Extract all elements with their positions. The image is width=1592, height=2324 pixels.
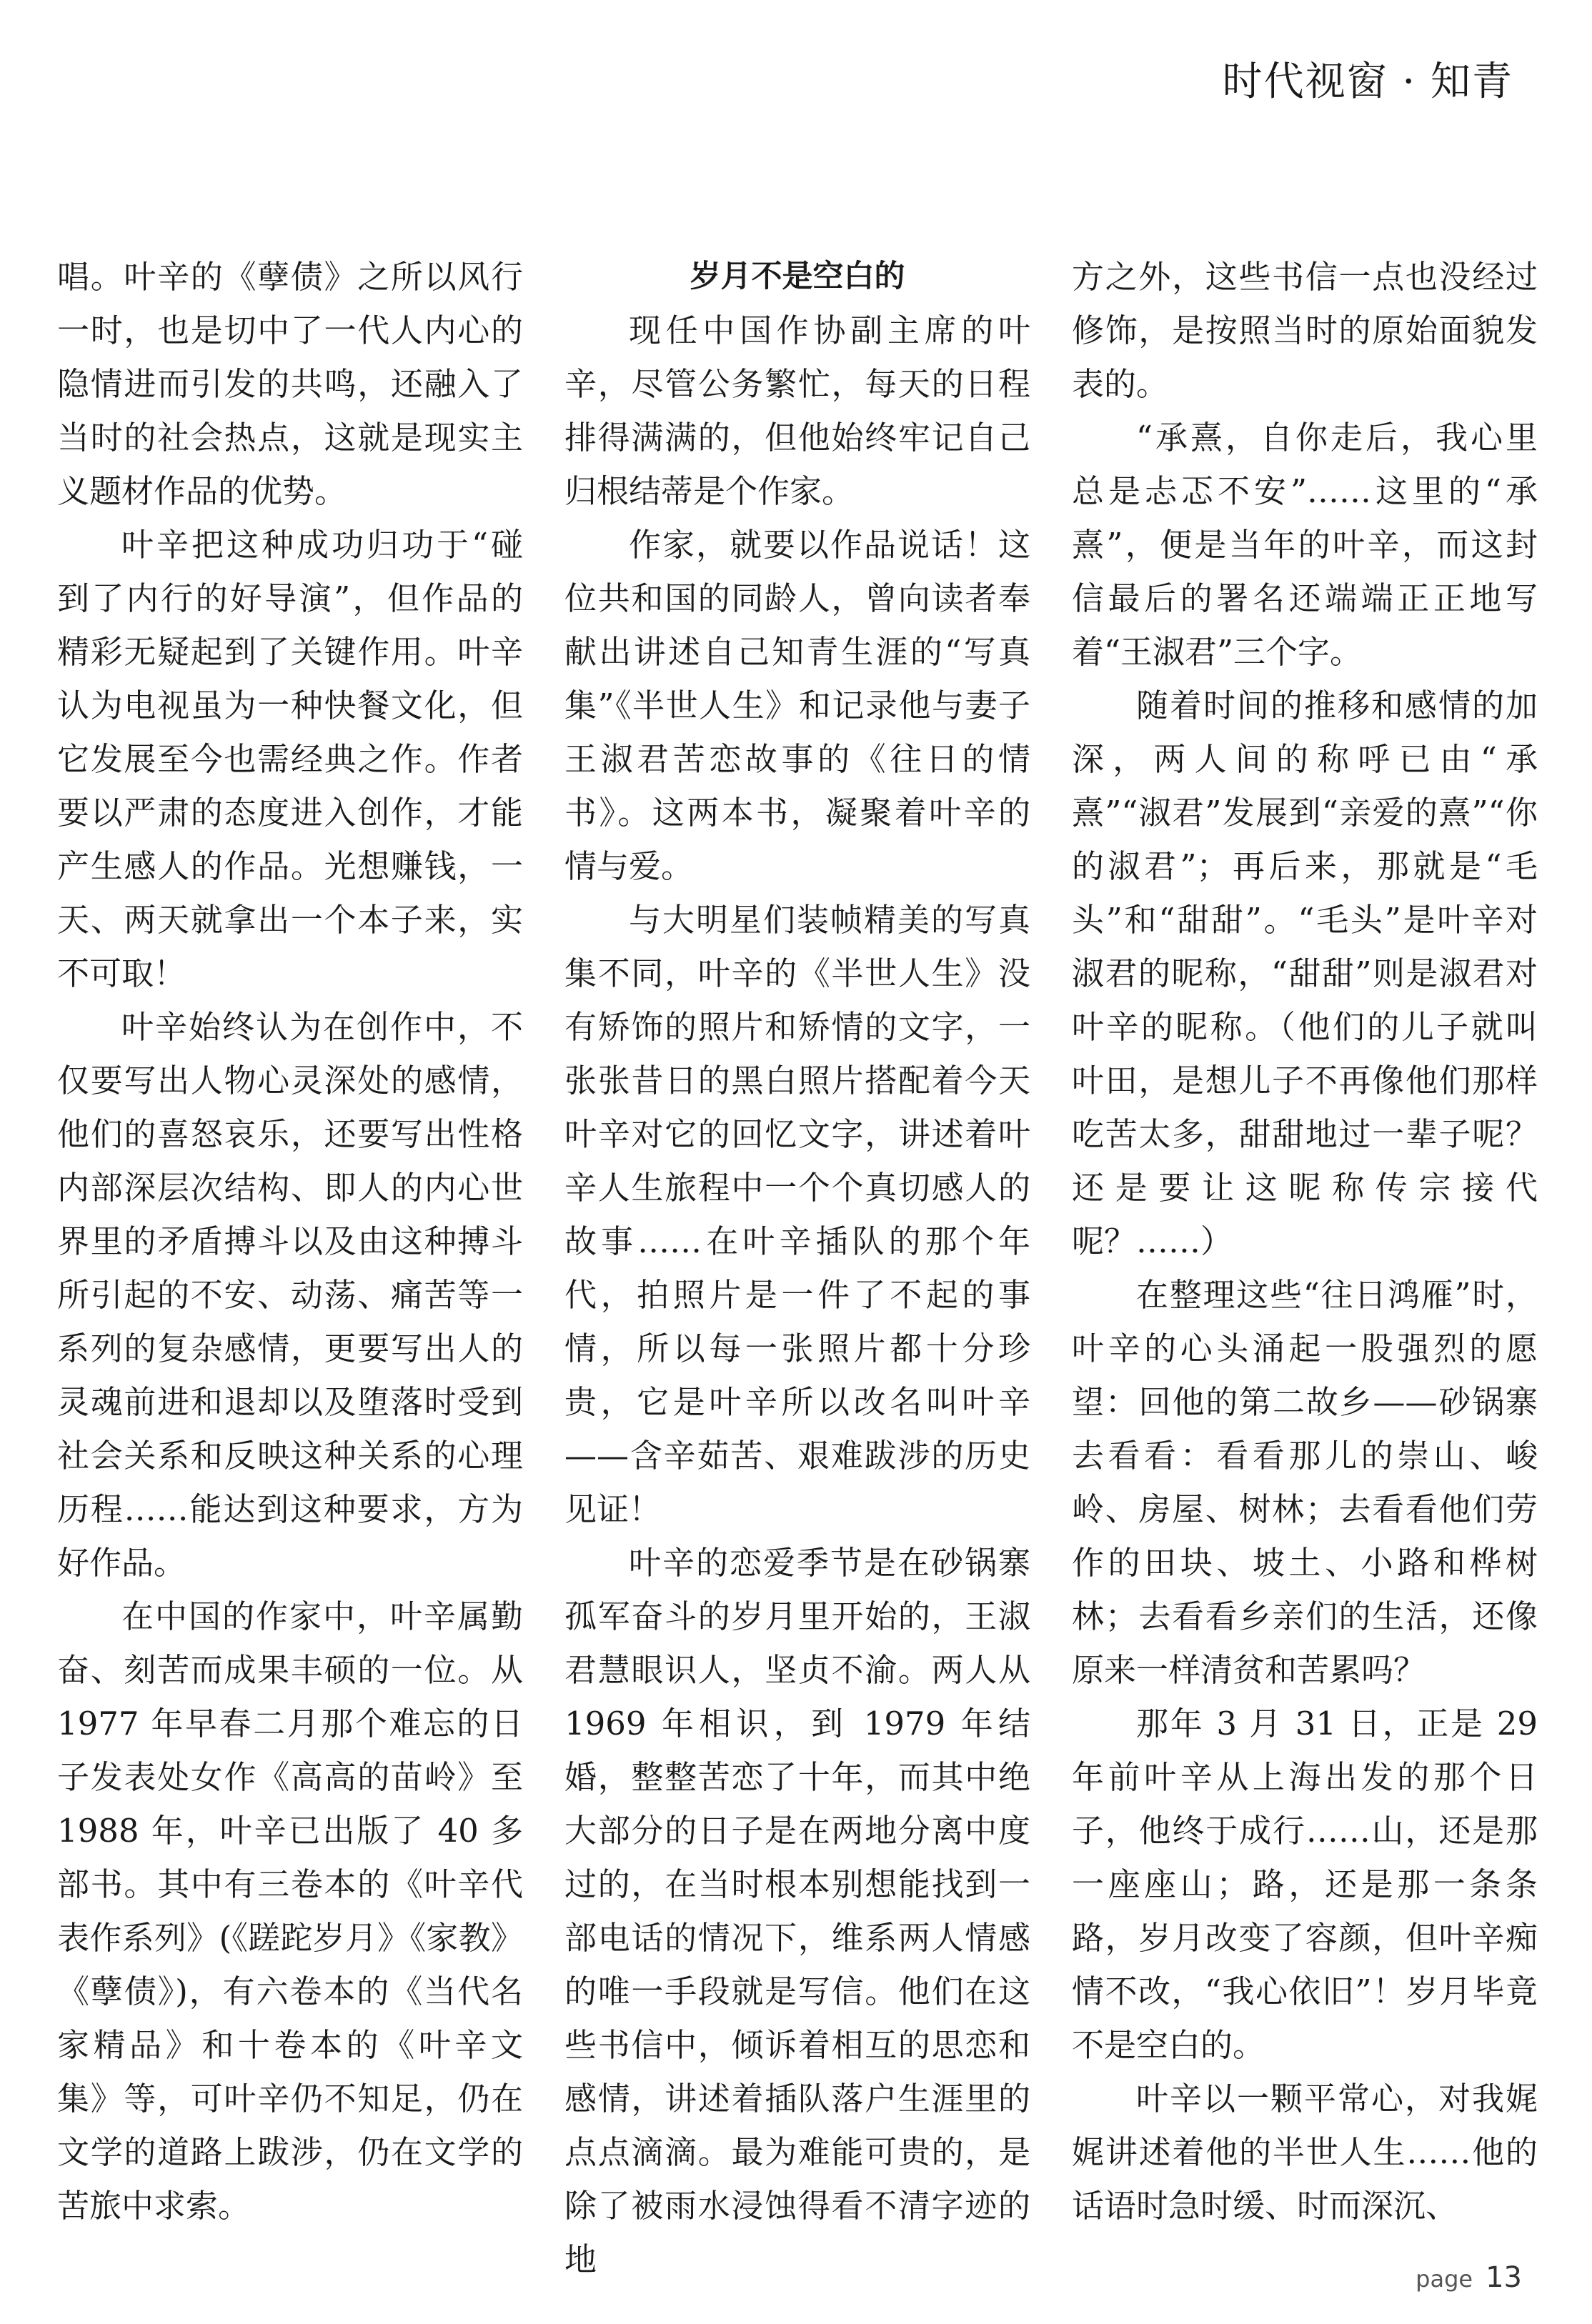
paragraph: 在整理这些“往日鸿雁”时，叶辛的心头涌起一股强烈的愿望：回他的第二故乡——砂锅寨去看看：看看那儿的崇山、峻岭、房屋、树林；去看看他们劳作的田块、坡土、小路和桦树林；去看看乡亲们的生活，还像原来一样清贫和苦累吗？ xyxy=(1072,1276,1538,1689)
page-label: page xyxy=(1416,2265,1473,2293)
paragraph: 方之外，这些书信一点也没经过修饰，是按照当时的原始面貌发表的。 xyxy=(1072,258,1538,403)
paragraph: 叶辛的恋爱季节是在砂锅寨孤军奋斗的岁月里开始的，王淑君慧眼识人，坚贞不渝。两人从 1969 年相识，到 1979 年结婚，整整苦恋了十年，而其中绝大部分的日子是在两地分离中度过的，在当时根本别想能找到一部电话的情况下，维系两人情感的唯一手段就是写信。他们在这些书信中，倾诉着相互的思恋和感情，讲述着插队落户生涯里的点点滴滴。最为难能可贵的，是除了被雨水浸蚀得看不清字迹的地 xyxy=(564,1544,1030,2278)
paragraph: “承熹，自你走后，我心里总是忐忑不安”……这里的“承熹”，便是当年的叶辛，而这封信最后的署名还端端正正地写着“王淑君”三个字。 xyxy=(1072,419,1538,671)
page-footer xyxy=(1416,2261,1522,2294)
paragraph: 现任中国作协副主席的叶辛，尽管公务繁忙，每天的日程排得满满的，但他始终牢记自己归根结蒂是个作家。 xyxy=(564,311,1030,510)
paragraph: 那年 3 月 31 日，正是 29 年前叶辛从上海出发的那个日子，他终于成行……山，还是那一座座山；路，还是那一条条路，岁月改变了容颜，但叶辛痴情不改，“我心依旧”！岁月毕竟不是空白的。 xyxy=(1072,1705,1538,2064)
column-3 xyxy=(1072,250,1538,2225)
paragraph: 叶辛始终认为在创作中，不仅要写出人物心灵深处的感情，他们的喜怒哀乐，还要写出性格内部深层次结构、即人的内心世界里的矛盾搏斗以及由这种搏斗所引起的不安、动荡、痛苦等一系列的复杂感情，更要写出人的灵魂前进和退却以及堕落时受到社会关系和反映这种关系的心理历程……能达到这种要求，方为好作品。 xyxy=(57,1008,523,1582)
paragraph: 在中国的作家中，叶辛属勤奋、刻苦而成果丰硕的一位。从 1977 年早春二月那个难忘的日子发表处女作《高高的苗岭》至 1988 年，叶辛已出版了 40 多部书。其中有三卷本的《叶辛代表作系列》(《蹉跎岁月》《家教》《孽债》)，有六卷本的《当代名家精品》和十卷本的《叶辛文集》等，可叶辛仍不知足，仍在文学的道路上跋涉，仍在文学的苦旅中求索。 xyxy=(57,1597,523,2225)
column-1 xyxy=(57,250,523,2225)
paragraph: 随着时间的推移和感情的加深，两人间的称呼已由“承熹”“淑君”发展到“亲爱的熹”“你的淑君”；再后来，那就是“毛头”和“甜甜”。“毛头”是叶辛对淑君的昵称，“甜甜”则是淑君对叶辛的昵称。（他们的儿子就叫叶田，是想儿子不再像他们那样吃苦太多，甜甜地过一辈子呢？还是要让这昵称传宗接代呢？……） xyxy=(1072,687,1538,1260)
paragraph: 叶辛把这种成功归功于“碰到了内行的好导演”，但作品的精彩无疑起到了关键作用。叶辛认为电视虽为一种快餐文化，但它发展至今也需经典之作。作者要以严肃的态度进入创作，才能产生感人的作品。光想赚钱，一天、两天就拿出一个本子来，实不可取！ xyxy=(57,526,523,992)
section-subtitle: 岁月不是空白的 xyxy=(690,259,905,294)
paragraph: 与大明星们装帧精美的写真集不同，叶辛的《半世人生》没有矫饰的照片和矫情的文字，一张张昔日的黑白照片搭配着今天叶辛对它的回忆文字，讲述着叶辛人生旅程中一个个真切感人的故事……在叶辛插队的那个年代，拍照片是一件了不起的事情，所以每一张照片都十分珍贵，它是叶辛所以改名叫叶辛——含辛茹苦、艰难跋涉的历史见证！ xyxy=(564,901,1030,1528)
paragraph: 作家，就要以作品说话！这位共和国的同龄人，曾向读者奉献出讲述自己知青生涯的“写真集”《半世人生》和记录他与妻子王淑君苦恋故事的《往日的情书》。这两本书，凝聚着叶辛的情与爱。 xyxy=(564,526,1030,885)
column-2 xyxy=(564,250,1030,2278)
paragraph: 叶辛以一颗平常心，对我娓娓讲述着他的半世人生……他的话语时急时缓、时而深沉、 xyxy=(1072,2080,1538,2225)
section-header: 时代视窗 · 知青 xyxy=(1222,59,1513,105)
page-number: 13 xyxy=(1486,2261,1522,2294)
paragraph: 唱。叶辛的《孽债》之所以风行一时，也是切中了一代人内心的隐情进而引发的共鸣，还融入了当时的社会热点，这就是现实主义题材作品的优势。 xyxy=(57,258,523,510)
